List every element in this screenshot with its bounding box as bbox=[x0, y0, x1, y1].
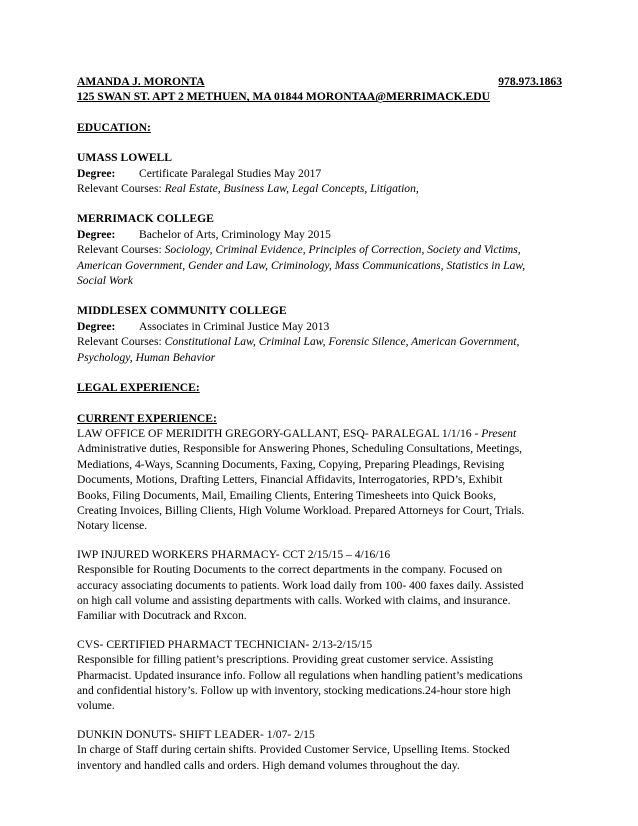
courses-label: Relevant Courses: bbox=[77, 335, 165, 349]
job-description-line: on high call volume and assisting departments with calls. Worked with claims, and insurance. bbox=[77, 593, 511, 607]
degree-line bbox=[77, 227, 562, 242]
job-description-line: Books, Filing Documents, Mail, Emailing Clients, Entering Timesheets into Quick Books, bbox=[77, 488, 496, 502]
courses-value: Real Estate, Business Law, Legal Concepts, Litigation, bbox=[164, 182, 419, 196]
courses-label: Relevant Courses: bbox=[77, 182, 165, 196]
education-heading: EDUCATION: bbox=[77, 120, 151, 134]
job-description bbox=[77, 441, 562, 533]
job-description-line: Creating Invoices, Billing Clients, High Volume Workload. Prepared Attorneys for Court, Trials. bbox=[77, 503, 525, 517]
job-title-text: LAW OFFICE OF MERIDITH GREGORY-GALLANT, ESQ- PARALEGAL 1/1/16 - bbox=[77, 426, 479, 440]
job-block bbox=[77, 426, 562, 534]
school-block bbox=[77, 211, 562, 288]
candidate-address: 125 SWAN ST. APT 2 METHUEN, MA 01844 MORONTAA@MERRIMACK.EDU bbox=[77, 90, 491, 104]
degree-value: Associates in Criminal Justice May 2013 bbox=[139, 319, 330, 333]
job-block bbox=[77, 547, 562, 624]
degree-label: Degree: bbox=[77, 319, 116, 333]
job-description-line: inventory and handled calls and orders. High demand volumes throughout the day. bbox=[77, 758, 460, 772]
degree-label: Degree: bbox=[77, 227, 116, 241]
job-title: CVS- CERTIFIED PHARMACT TECHNICIAN- 2/13-2/15/15 bbox=[77, 637, 373, 651]
job-description-line: Familiar with Docutrack and Rxcon. bbox=[77, 609, 247, 623]
header-name-line bbox=[77, 74, 562, 89]
job-description-line: and confidential history’s. Follow up with inventory, stocking medications.24-hour store high bbox=[77, 684, 511, 697]
degree-value: Bachelor of Arts, Criminology May 2015 bbox=[139, 227, 331, 241]
school-block bbox=[77, 303, 562, 365]
job-description bbox=[77, 742, 562, 773]
job-description-line: Mediations, 4-Ways, Scanning Documents, Faxing, Copying, Preparing Pleadings, Revising bbox=[77, 457, 505, 471]
courses-continued: American Government, Gender and Law, Criminology, Mass Communications, Statistics in Law, bbox=[77, 258, 526, 272]
job-description bbox=[77, 562, 562, 624]
courses-value: Sociology, Criminal Evidence, Principles of Correction, Society and Victims, bbox=[164, 243, 521, 257]
courses-line bbox=[77, 181, 562, 196]
degree-line bbox=[77, 319, 562, 334]
courses-continued: Social Work bbox=[77, 274, 133, 288]
job-description-line: volume. bbox=[77, 699, 115, 713]
legal-experience-heading: LEGAL EXPERIENCE: bbox=[77, 381, 200, 395]
job-description-line: In charge of Staff during certain shifts. Provided Customer Service, Upselling Items. Stocked bbox=[77, 743, 510, 757]
job-description-line: Documents, Motions, Drafting Letters, Financial Affidavits, Interrogatories, RPD’s, Exhibit bbox=[77, 473, 503, 487]
degree-value: Certificate Paralegal Studies May 2017 bbox=[139, 166, 322, 180]
job-description-line: accuracy associating documents to patients. Work load daily from 100- 400 faxes daily. Assisted bbox=[77, 578, 524, 592]
courses-label: Relevant Courses: bbox=[77, 243, 165, 257]
school-name: MIDDLESEX COMMUNITY COLLEGE bbox=[77, 304, 287, 318]
candidate-phone: 978.973.1863 bbox=[498, 75, 562, 88]
courses-line bbox=[77, 334, 562, 349]
job-block bbox=[77, 727, 562, 773]
job-title: IWP INJURED WORKERS PHARMACY- CCT 2/15/15 – 4/16/16 bbox=[77, 547, 391, 561]
school-block bbox=[77, 150, 562, 196]
job-description bbox=[77, 652, 562, 714]
degree-label: Degree: bbox=[77, 166, 116, 180]
job-description-line: Administrative duties, Responsible for Answering Phones, Scheduling Consultations, Meetings, bbox=[77, 442, 523, 456]
job-title-present: Present bbox=[481, 426, 517, 440]
job-block bbox=[77, 637, 562, 714]
job-description-line: Responsible for filling patient’s prescriptions. Providing great customer service. Assisting bbox=[77, 653, 494, 667]
job-description-line: Responsible for Routing Documents to the correct departments in the company. Focused on bbox=[77, 563, 503, 577]
degree-line bbox=[77, 166, 562, 181]
courses-line bbox=[77, 242, 562, 257]
job-title: DUNKIN DONUTS- SHIFT LEADER- 1/07- 2/15 bbox=[77, 727, 315, 741]
job-description-line: Notary license. bbox=[77, 519, 148, 533]
school-name: MERRIMACK COLLEGE bbox=[77, 212, 214, 226]
current-experience-heading: CURRENT EXPERIENCE: bbox=[77, 411, 217, 425]
courses-continued: Psychology, Human Behavior bbox=[77, 350, 216, 364]
courses-value: Constitutional Law, Criminal Law, Forensic Silence, American Government, bbox=[164, 335, 520, 349]
job-description-line: Pharmacist. Updated insurance info. Follow all regulations when handling patient’s medications bbox=[77, 668, 523, 682]
resume-page bbox=[77, 74, 562, 773]
candidate-name: AMANDA J. MORONTA bbox=[77, 75, 205, 88]
job-title bbox=[77, 426, 562, 441]
school-name: UMASS LOWELL bbox=[77, 151, 173, 165]
